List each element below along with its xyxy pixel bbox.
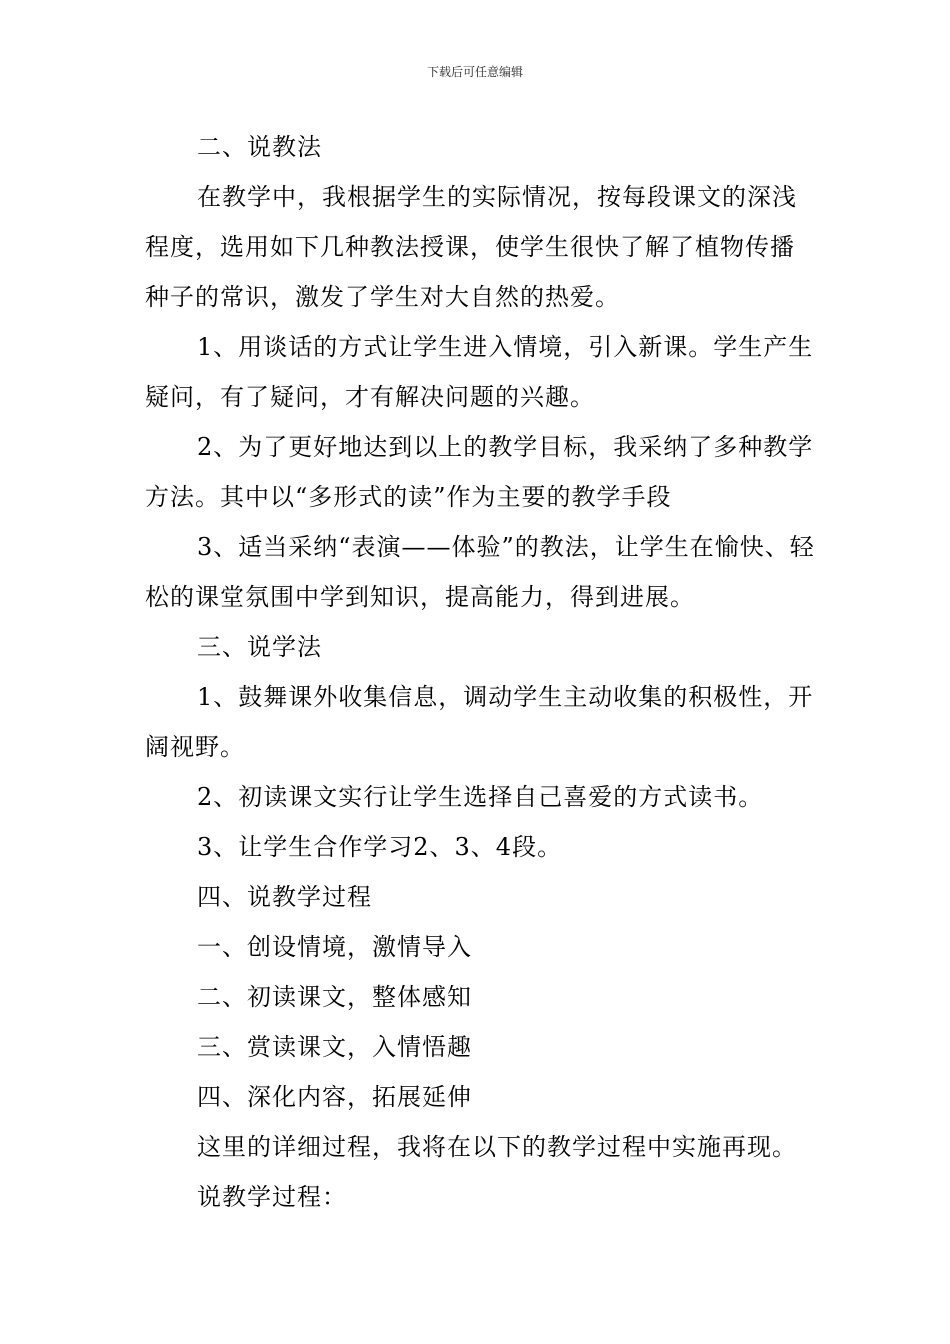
list-item: 1、用谈话的方式让学生进入情境，引入新课。学生产生疑问，有了疑问，才有解决问题的兴趣。 <box>145 333 814 411</box>
list-item: 二、初读课文，整体感知 <box>197 983 472 1011</box>
section-heading-teaching-process: 四、说教学过程 <box>197 883 372 911</box>
document-body <box>145 122 817 1222</box>
paragraph: 说教学过程： <box>197 1183 347 1211</box>
section-heading-learning-methods: 三、说学法 <box>197 633 322 661</box>
list-item: 3、让学生合作学习2、3、4段。 <box>197 833 563 861</box>
section-heading-teaching-methods: 二、说教法 <box>197 133 322 161</box>
page-header: 下载后可任意编辑 <box>426 65 523 79</box>
paragraph: 这里的详细过程，我将在以下的教学过程中实施再现。 <box>197 1133 797 1161</box>
list-item: 2、初读课文实行让学生选择自己喜爱的方式读书。 <box>197 783 764 811</box>
list-item: 四、深化内容，拓展延伸 <box>197 1083 472 1111</box>
list-item: 三、赏读课文，入情悟趣 <box>197 1033 472 1061</box>
list-item: 2、为了更好地达到以上的教学目标，我采纳了多种教学方法。其中以“多形式的读”作为主要的教学手段 <box>145 433 814 511</box>
list-item: 3、适当采纳“表演——体验”的教法，让学生在愉快、轻松的课堂氛围中学到知识，提高能力，得到进展。 <box>145 533 815 611</box>
list-item: 1、鼓舞课外收集信息，调动学生主动收集的积极性，开阔视野。 <box>145 683 814 761</box>
paragraph: 在教学中，我根据学生的实际情况，按每段课文的深浅程度，选用如下几种教法授课，使学生很快了解了植物传播种子的常识，激发了学生对大自然的热爱。 <box>145 183 797 311</box>
list-item: 一、创设情境，激情导入 <box>197 933 472 961</box>
